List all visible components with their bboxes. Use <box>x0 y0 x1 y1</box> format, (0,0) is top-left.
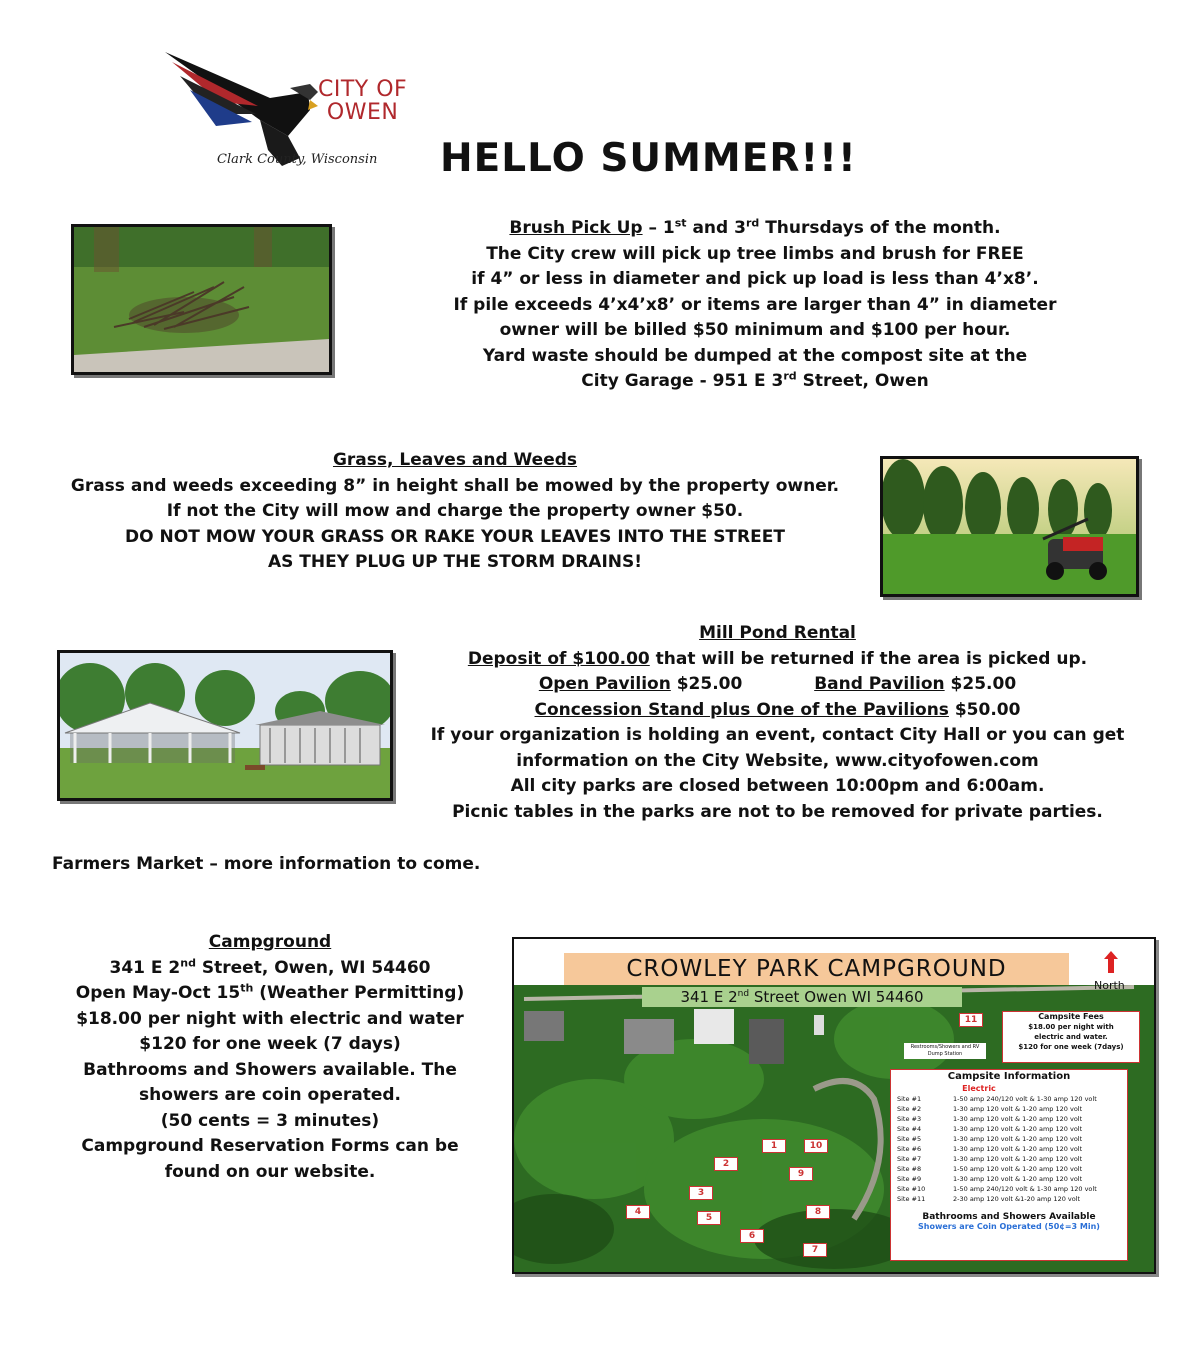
site-id: Site #9 <box>897 1175 922 1183</box>
site-row <box>891 1104 1127 1114</box>
info-title: Campsite Information <box>947 1071 1071 1082</box>
pavilion-photo <box>57 650 393 801</box>
site-id: Site #7 <box>897 1155 922 1163</box>
campground-line: found on our website. <box>164 1161 376 1182</box>
site-row <box>891 1124 1127 1134</box>
site-marker: 10 <box>804 1139 828 1153</box>
site-id: Site #11 <box>897 1195 926 1203</box>
millpond-line: Picnic tables in the parks are not to be removed for private parties. <box>452 801 1103 822</box>
site-row <box>891 1194 1127 1204</box>
site-marker: 5 <box>697 1211 721 1225</box>
campground-line: $120 for one week (7 days) <box>139 1034 401 1054</box>
site-id: Site #10 <box>897 1185 926 1193</box>
brush-line: owner will be billed $50 minimum and $100 per hour. <box>499 320 1011 340</box>
brush-line: If pile exceeds 4’x4’x8’ or items are larger than 4” in diameter <box>453 294 1057 315</box>
brush-section <box>400 216 1110 395</box>
grass-line: DO NOT MOW YOUR GRASS OR RAKE YOUR LEAVES INTO THE STREET <box>125 526 785 547</box>
map-address: 341 E 2nd Street Owen WI 54460 <box>642 987 962 1007</box>
campground-address: 341 E 2nd Street, Owen, WI 54460 <box>109 955 431 978</box>
deposit-line: Deposit of $100.00 that will be returned if the area is picked up. <box>467 648 1088 669</box>
site-row <box>891 1184 1127 1194</box>
site-marker: 6 <box>740 1229 764 1243</box>
site-row <box>891 1134 1127 1144</box>
brush-line: if 4” or less in diameter and pick up load is less than 4’x8’. <box>471 269 1039 289</box>
campground-season: Open May-Oct 15th (Weather Permitting) <box>75 981 465 1003</box>
site-desc: 1-50 amp 120 volt & 1-20 amp 120 volt <box>953 1165 1083 1173</box>
site-desc: 1-30 amp 120 volt & 1-20 amp 120 volt <box>953 1145 1083 1153</box>
campground-line: (50 cents = 3 minutes) <box>160 1110 380 1131</box>
site-desc: 1-50 amp 240/120 volt & 1-30 amp 120 volt <box>953 1185 1097 1193</box>
brush-line: Yard waste should be dumped at the compost site at the <box>482 345 1028 366</box>
fees-line: $18.00 per night with <box>1028 1023 1114 1031</box>
pavilion-prices: Open Pavilion $25.00 Band Pavilion $25.00 <box>538 674 1017 694</box>
millpond-line: If your organization is holding an event, contact City Hall or you can get <box>430 725 1125 745</box>
site-id: Site #1 <box>897 1095 922 1103</box>
site-id: Site #6 <box>897 1145 922 1153</box>
site-row <box>891 1154 1127 1164</box>
site-desc: 1-30 amp 120 volt & 1-20 amp 120 volt <box>953 1125 1083 1133</box>
site-desc: 1-30 amp 120 volt & 1-20 amp 120 volt <box>953 1105 1083 1113</box>
north-label: North <box>1094 979 1125 992</box>
concession-line: Concession Stand plus One of the Pavilions $50.00 <box>534 699 1021 720</box>
site-row <box>891 1144 1127 1154</box>
farmers-market-note: Farmers Market – more information to come. <box>52 854 481 874</box>
site-row <box>891 1114 1127 1124</box>
site-marker: 7 <box>803 1243 827 1257</box>
fees-title: Campsite Fees <box>1038 1012 1104 1021</box>
site-id: Site #4 <box>897 1125 922 1133</box>
site-id: Site #3 <box>897 1115 922 1123</box>
site-desc: 2-30 amp 120 volt &1-20 amp 120 volt <box>953 1195 1081 1203</box>
campground-line: showers are coin operated. <box>139 1085 401 1105</box>
brush-address-line: City Garage - 951 E 3rd Street, Owen <box>581 369 929 391</box>
campsite-info-box <box>890 1069 1128 1261</box>
site-id: Site #8 <box>897 1165 922 1173</box>
info-coin: Showers are Coin Operated (50¢=3 Min) <box>918 1222 1100 1231</box>
campground-line: $18.00 per night with electric and water <box>76 1008 464 1029</box>
map-title: CROWLEY PARK CAMPGROUND <box>564 953 1069 985</box>
millpond-line: information on the City Website, www.cityofowen.com <box>516 750 1039 771</box>
grass-section <box>20 448 890 576</box>
site-row <box>891 1174 1127 1184</box>
logo-tagline: Clark County, Wisconsin <box>217 152 378 167</box>
fees-line: electric and water. <box>1034 1033 1108 1041</box>
info-bathrooms: Bathrooms and Showers Available <box>922 1212 1096 1222</box>
grass-title: Grass, Leaves and Weeds <box>332 450 578 470</box>
restroom-label: Restrooms/Showers and RV Dump Station <box>904 1043 986 1059</box>
millpond-title: Mill Pond Rental <box>699 623 856 643</box>
site-list <box>891 1094 1127 1204</box>
brush-pile-photo <box>71 224 332 375</box>
millpond-section <box>410 621 1145 825</box>
info-subtitle: Electric <box>962 1084 996 1093</box>
site-desc: 1-50 amp 240/120 volt & 1-30 amp 120 volt <box>953 1095 1097 1103</box>
millpond-line: All city parks are closed between 10:00pm and 6:00am. <box>510 776 1045 796</box>
grass-line: AS THEY PLUG UP THE STORM DRAINS! <box>267 552 642 572</box>
campsite-fees-box <box>1002 1011 1140 1063</box>
site-desc: 1-30 amp 120 volt & 1-20 amp 120 volt <box>953 1175 1083 1183</box>
grass-line: Grass and weeds exceeding 8” in height shall be mowed by the property owner. <box>70 475 840 496</box>
site-desc: 1-30 amp 120 volt & 1-20 amp 120 volt <box>953 1135 1083 1143</box>
logo-city-name: CITY OF OWEN <box>318 77 408 125</box>
eagle-icon <box>165 52 318 166</box>
campground-map <box>512 937 1156 1274</box>
site-marker: 4 <box>626 1205 650 1219</box>
site-row <box>891 1164 1127 1174</box>
brush-line: The City crew will pick up tree limbs and brush for FREE <box>486 243 1024 264</box>
site-id: Site #5 <box>897 1135 922 1143</box>
site-marker: 9 <box>789 1167 813 1181</box>
campground-section <box>40 930 500 1185</box>
site-id: Site #2 <box>897 1105 922 1113</box>
site-marker: 11 <box>959 1013 983 1027</box>
grass-line: If not the City will mow and charge the property owner $50. <box>166 501 744 521</box>
campground-line: Bathrooms and Showers available. The <box>83 1059 457 1080</box>
brush-title: Brush Pick Up <box>509 218 643 238</box>
headline: HELLO SUMMER!!! <box>440 136 857 181</box>
site-desc: 1-30 amp 120 volt & 1-20 amp 120 volt <box>953 1155 1083 1163</box>
site-marker: 8 <box>806 1205 830 1219</box>
site-marker: 2 <box>714 1157 738 1171</box>
site-marker: 3 <box>689 1186 713 1200</box>
site-row <box>891 1094 1127 1104</box>
north-arrow-icon <box>1104 951 1118 973</box>
campground-line: Campground Reservation Forms can be <box>81 1136 459 1156</box>
campground-title: Campground <box>208 932 332 952</box>
lawn-mower-photo <box>880 456 1139 597</box>
site-marker: 1 <box>762 1139 786 1153</box>
site-desc: 1-30 amp 120 volt & 1-20 amp 120 volt <box>953 1115 1083 1123</box>
fees-line: $120 for one week (7days) <box>1018 1043 1124 1051</box>
brush-heading: Brush Pick Up – 1st and 3rd Thursdays of the month. <box>509 216 1001 238</box>
